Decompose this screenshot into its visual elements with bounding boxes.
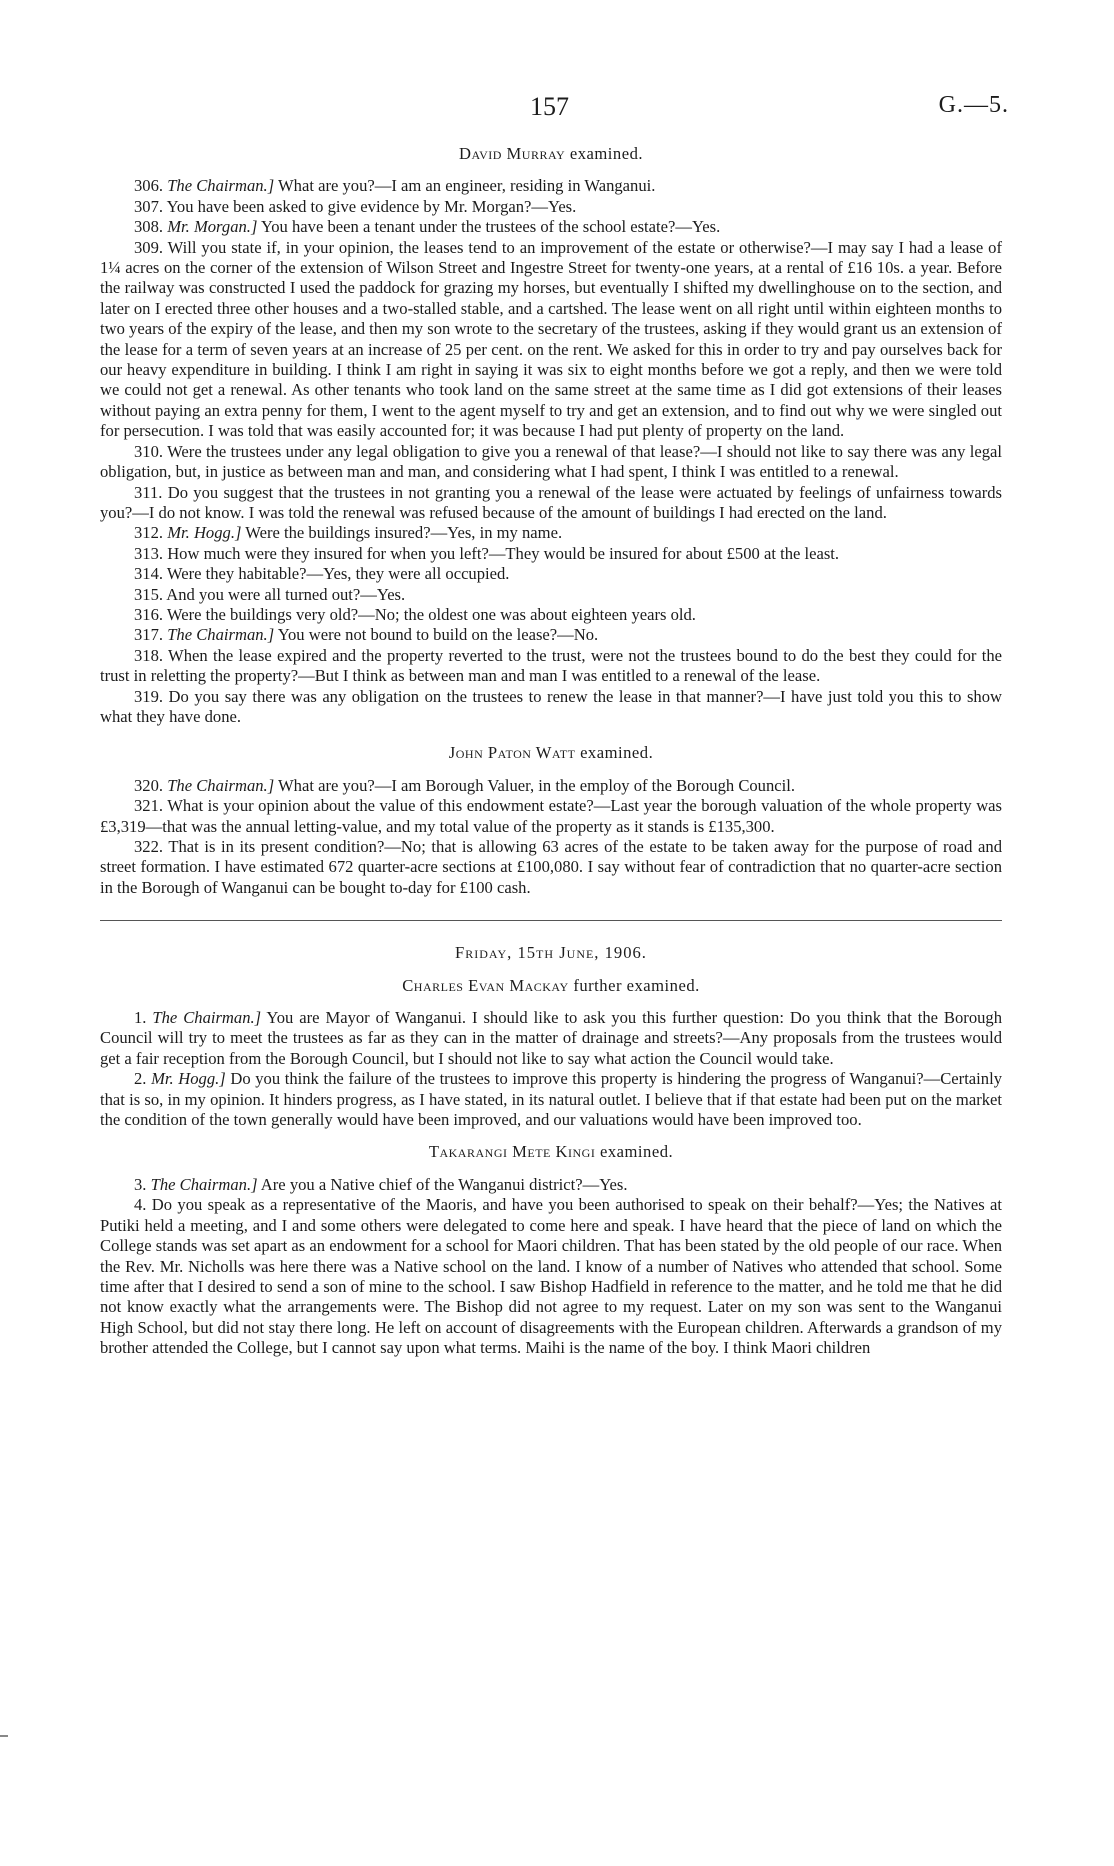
document-body	[100, 144, 1002, 1359]
question-number: 321.	[134, 796, 164, 816]
speaker-label: Mr. Morgan.]	[167, 217, 258, 237]
section-takarangi-mete-kingi	[100, 1142, 1002, 1358]
question-number: 314.	[134, 564, 164, 584]
paragraph-list	[100, 776, 1002, 898]
question-number: 322.	[134, 837, 164, 856]
date-heading: Friday, 15th June, 1906.	[455, 943, 647, 963]
question-number: 306.	[134, 176, 164, 196]
question-number: 307.	[134, 196, 164, 216]
paragraph-text: Do you think the failure of the trustees to improve this property is hindering the progress of Wanganui?—Certainly that is so, in my opinion. It hinders progress, as I have stated, in its natural outlet. I believe that if that estate had been put on the market the condition of the town generally would have been improved, and our valuations would have been improved too.	[100, 1069, 1002, 1130]
question-paragraph	[100, 776, 1002, 796]
question-paragraph	[100, 1175, 1002, 1195]
paragraph-text: When the lease expired and the property reverted to the trust, were not the trustees bound to do the best they could for the trust in reletting the property?—But I think as between man and man I was entitled to a renewal of the lease.	[100, 645, 1002, 686]
question-paragraph	[100, 625, 1002, 645]
paragraph-text: You were not bound to build on the lease?—No.	[274, 625, 599, 645]
question-number: 2.	[134, 1069, 147, 1089]
heading-suffix: examined.	[580, 743, 654, 763]
paragraph-text: Are you a Native chief of the Wanganui district?—Yes.	[257, 1174, 628, 1194]
section-john-paton-watt	[100, 743, 1002, 898]
witness-name: Takarangi Mete Kingi	[428, 1142, 596, 1162]
speaker-label: Mr. Hogg.]	[167, 523, 242, 543]
paragraph-text: And you were all turned out?—Yes.	[163, 584, 406, 604]
question-paragraph	[100, 796, 1002, 837]
question-paragraph	[100, 1008, 1002, 1069]
question-paragraph	[100, 585, 1002, 605]
question-paragraph	[100, 564, 1002, 584]
question-number: 317.	[134, 625, 164, 645]
section-heading	[100, 976, 1002, 996]
question-number: 311.	[134, 482, 163, 502]
question-paragraph	[100, 442, 1002, 483]
paragraph-list	[100, 1175, 1002, 1359]
paragraph-text: What is your opinion about the value of this endowment estate?—Last year the borough valuation of the whole property was £3,319—that was the annual letting-value, and my total value of the property as it stands is £135,300.	[100, 796, 1002, 836]
spacer	[100, 164, 1002, 176]
question-paragraph	[100, 523, 1002, 543]
paragraph-text: How much were they insured for when you left?—They would be insured for about £500 at the least.	[163, 543, 840, 563]
page-header	[0, 92, 1114, 126]
paragraph-text: Were the buildings insured?—Yes, in my name.	[241, 523, 563, 543]
speaker-label: The Chairman.]	[152, 1008, 262, 1028]
section-david-murray	[100, 144, 1002, 727]
witness-name: Charles Evan Mackay	[402, 975, 569, 995]
paragraph-list	[100, 176, 1002, 727]
paragraph-text: Do you suggest that the trustees in not granting you a renewal of the lease were actuated by feelings of unfairness towards you?—I do not know. I was told the renewal was refused because of the amount of buildings I had erected on the land.	[100, 482, 1002, 522]
spacer	[100, 764, 1002, 776]
question-paragraph	[100, 837, 1002, 898]
question-paragraph	[100, 483, 1002, 524]
section-heading	[100, 743, 1002, 763]
question-paragraph	[100, 605, 1002, 625]
paragraph-text: Were they habitable?—Yes, they were all occupied.	[163, 564, 510, 584]
question-number: 310.	[134, 441, 164, 461]
section-heading	[100, 144, 1002, 164]
paragraph-list	[100, 1008, 1002, 1130]
question-paragraph	[100, 646, 1002, 687]
paragraph-text: That is in its present condition?—No; that is allowing 63 acres of the estate to be taken away for the purpose of road and street formation. I have estimated 672 quarter-acre sections at £100,080. I say without fear of contradiction that no quarter-acre section in the Borough of Wanganui can be bought to-day for £100 cash.	[100, 837, 1002, 897]
question-paragraph	[100, 176, 1002, 196]
page-number: 157	[530, 92, 569, 121]
spacer	[100, 727, 1002, 743]
speaker-label: The Chairman.]	[150, 1174, 258, 1194]
question-paragraph	[100, 217, 1002, 237]
question-number: 312.	[134, 523, 164, 543]
question-number: 316.	[134, 604, 164, 624]
question-paragraph	[100, 238, 1002, 442]
margin-mark	[0, 1735, 8, 1737]
speaker-label: The Chairman.]	[167, 775, 275, 795]
paragraph-text: You have been asked to give evidence by Mr. Morgan?—Yes.	[163, 196, 577, 216]
speaker-label: The Chairman.]	[167, 176, 275, 196]
section-charles-evan-mackay	[100, 976, 1002, 1131]
question-number: 318.	[134, 645, 164, 665]
question-number: 308.	[134, 217, 164, 237]
question-number: 320.	[134, 775, 164, 795]
paragraph-text: Were the buildings very old?—No; the oldest one was about eighteen years old.	[163, 604, 696, 624]
spacer	[100, 1130, 1002, 1142]
witness-name: John Paton Watt	[448, 743, 576, 763]
heading-suffix: further examined.	[573, 975, 700, 995]
question-paragraph	[100, 1069, 1002, 1130]
paragraph-text: Do you speak as a representative of the Maoris, and have you been authorised to speak on their behalf?—Yes; the Natives at Putiki held a meeting, and I and some others were delegated to come here and speak. I have heard that the piece of land on which the College stands was set apart as an endowment for a school for Maori children. That has been stated by the old people of our race. When the Rev. Mr. Nicholls was here there was a Native school on the land. I know of a number of Natives who attended that school. Some time after that I desired to send a son of mine to the school. I saw Bishop Hadfield in reference to the matter, and he told me that he did not know exactly what the arrangements were. The Bishop did not agree to my request. Later on my son was sent to the Wanganui High School, but did not stay there long. He left on account of disagreements with the European children. Afterwards a grandson of my brother attended the College, but I cannot say upon what terms. Maihi is the name of the boy. I think Maori children	[100, 1195, 1002, 1358]
speaker-label: Mr. Hogg.]	[151, 1069, 226, 1089]
question-paragraph	[100, 544, 1002, 564]
section-heading	[100, 1142, 1002, 1162]
heading-suffix: examined.	[599, 1142, 674, 1162]
question-number: 313.	[134, 543, 164, 563]
question-number: 315.	[134, 584, 164, 604]
section-divider	[100, 920, 1002, 921]
question-number: 319.	[134, 686, 164, 706]
question-paragraph	[100, 197, 1002, 217]
heading-suffix: examined.	[569, 144, 644, 163]
paragraph-text: You are Mayor of Wanganui. I should like to ask you this further question: Do you think that the Borough Council will try to meet the trustees as far as they can in the matter of drainage and streets?—Any proposals from the trustees would get a fair reception from the Borough Council, but I should not like to say what action the Council would take.	[100, 1008, 1003, 1068]
paragraph-text: Were the trustees under any legal obligation to give you a renewal of that lease?—I should not like to say there was any legal obligation, but, in justice as between man and man, and considering what I had spent, I think I was entitled to a renewal.	[100, 441, 1002, 482]
paragraph-text: Do you say there was any obligation on the trustees to renew the lease in that manner?—I have just told you this to show what they have done.	[100, 686, 1002, 726]
question-number: 3.	[134, 1174, 147, 1194]
question-number: 1.	[134, 1008, 147, 1028]
speaker-label: The Chairman.]	[167, 625, 275, 645]
spacer	[100, 1163, 1002, 1175]
paragraph-text: What are you?—I am Borough Valuer, in the employ of the Borough Council.	[274, 775, 796, 795]
witness-name: David Murray	[458, 144, 566, 163]
question-number: 309.	[134, 237, 164, 257]
question-number: 4.	[134, 1195, 147, 1215]
paragraph-text: Will you state if, in your opinion, the leases tend to an improvement of the estate or otherwise?—I may say I had a lease of 1¼ acres on the corner of the extension of Wilson Street and Ingestre Street for twenty-one years, at a rental of £16 10s. a year. Before the railway was constructed I used the paddock for grazing my horses, but eventually I shifted my dwellinghouse on to the section, and later on I erected three other houses and a two-stalled stable, and a cartshed. The lease went on all right until within eighteen months to two years of the expiry of the lease, and then my son wrote to the secretary of the trustees, asking if they would grant us an extension of the lease for a term of seven years at an increase of 25 per cent. on the rent. We asked for this in order to try and pay ourselves back for our heavy expenditure in building. I think I am right in saying it was six to eight months before we got a reply, and then we were told we could not get a renewal. As other tenants who took land on the same street at the same time as I did got extensions of their leases without paying an extra penny for them, I went to the agent myself to try and get an extension, and to find out why we were singled out for persecution. I was told that was easily accounted for; it was because I had put plenty of property on the land.	[100, 237, 1002, 441]
document-reference: G.—5.	[938, 92, 1009, 118]
paragraph-text: You have been a tenant under the trustees of the school estate?—Yes.	[257, 217, 721, 237]
spacer	[100, 964, 1002, 976]
question-paragraph	[100, 687, 1002, 728]
paragraph-text: What are you?—I am an engineer, residing in Wanganui.	[274, 176, 656, 196]
spacer	[100, 996, 1002, 1008]
question-paragraph	[100, 1195, 1002, 1358]
